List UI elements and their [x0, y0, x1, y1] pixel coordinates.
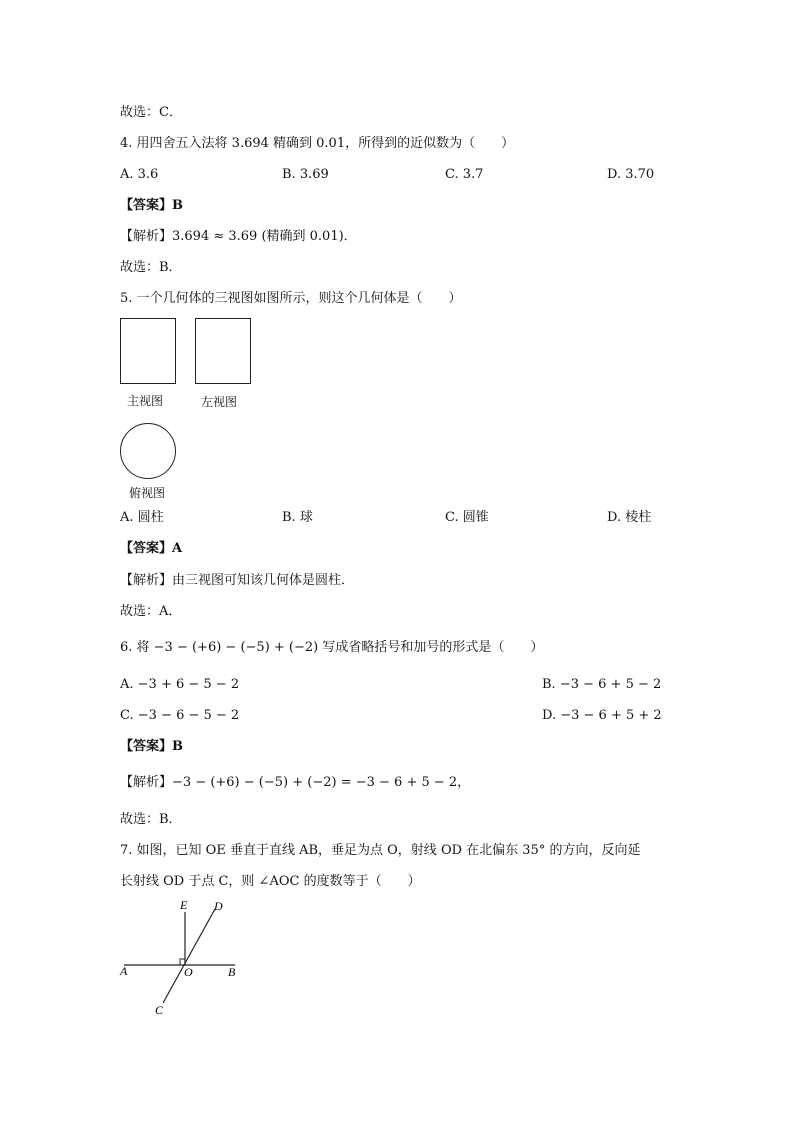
top-view-circle	[120, 423, 176, 479]
q6-option-c: C. −3 − 6 − 5 − 2	[120, 708, 240, 723]
q5-option-b: B. 球	[282, 510, 313, 525]
q7-stem-line2: 长射线 OD 于点 C，则 ∠AOC 的度数等于（ ）	[120, 874, 421, 889]
q6-stem: 6. 将 −3 − (+6) − (−5) + (−2) 写成省略括号和加号的形式是（ ）	[120, 640, 544, 655]
q6-option-d: D. −3 − 6 + 5 + 2	[542, 708, 662, 723]
q4-stem: 4. 用四舍五入法将 3.694 精确到 0.01，所得到的近似数为（ ）	[120, 136, 515, 151]
top-view-caption: 俯视图	[129, 486, 166, 500]
left-view-caption: 左视图	[201, 395, 238, 409]
label-a: A	[120, 964, 128, 978]
label-b: B	[228, 965, 236, 979]
q4-analysis: 【解析】3.694 ≈ 3.69 (精确到 0.01)．	[120, 229, 357, 244]
q5-analysis: 【解析】由三视图可知该几何体是圆柱．	[120, 573, 355, 588]
q4-answer: 【答案】B	[120, 198, 183, 213]
q3-choose: 故选：C．	[120, 105, 182, 120]
q6-choose: 故选：B．	[120, 812, 182, 827]
q6-option-a: A. −3 + 6 − 5 − 2	[120, 677, 240, 692]
label-d: D	[214, 899, 223, 913]
front-view-caption: 主视图	[127, 394, 164, 408]
q4-option-c: C. 3.7	[445, 167, 484, 182]
q6-option-b: B. −3 − 6 + 5 − 2	[542, 677, 662, 692]
label-e: E	[180, 898, 188, 912]
q5-option-a: A. 圆柱	[120, 510, 164, 525]
q4-option-d: D. 3.70	[607, 167, 655, 182]
q4-option-b: B. 3.69	[282, 167, 329, 182]
q4-option-a: A. 3.6	[120, 167, 159, 182]
q5-choose: 故选：A．	[120, 604, 182, 619]
q5-answer: 【答案】A	[120, 541, 183, 556]
label-c: C	[155, 1003, 164, 1017]
q6-answer: 【答案】B	[120, 739, 183, 754]
q7-geometry-figure	[110, 895, 250, 1020]
line-cd	[163, 909, 215, 1003]
q5-option-d: D. 棱柱	[607, 510, 652, 525]
q5-option-c: C. 圆锥	[445, 510, 489, 525]
q6-analysis: 【解析】−3 − (+6) − (−5) + (−2) = −3 − 6 + 5 − 2，	[120, 775, 471, 790]
q5-stem: 5. 一个几何体的三视图如图所示，则这个几何体是（ ）	[120, 291, 462, 306]
left-view-rectangle	[195, 318, 251, 384]
front-view-rectangle	[120, 318, 176, 384]
label-o: O	[184, 965, 193, 979]
q7-stem-line1: 7. 如图，已知 OE 垂直于直线 AB，垂足为点 O，射线 OD 在北偏东 35° 的方向，反向延	[120, 843, 641, 858]
q4-choose: 故选：B．	[120, 260, 182, 275]
